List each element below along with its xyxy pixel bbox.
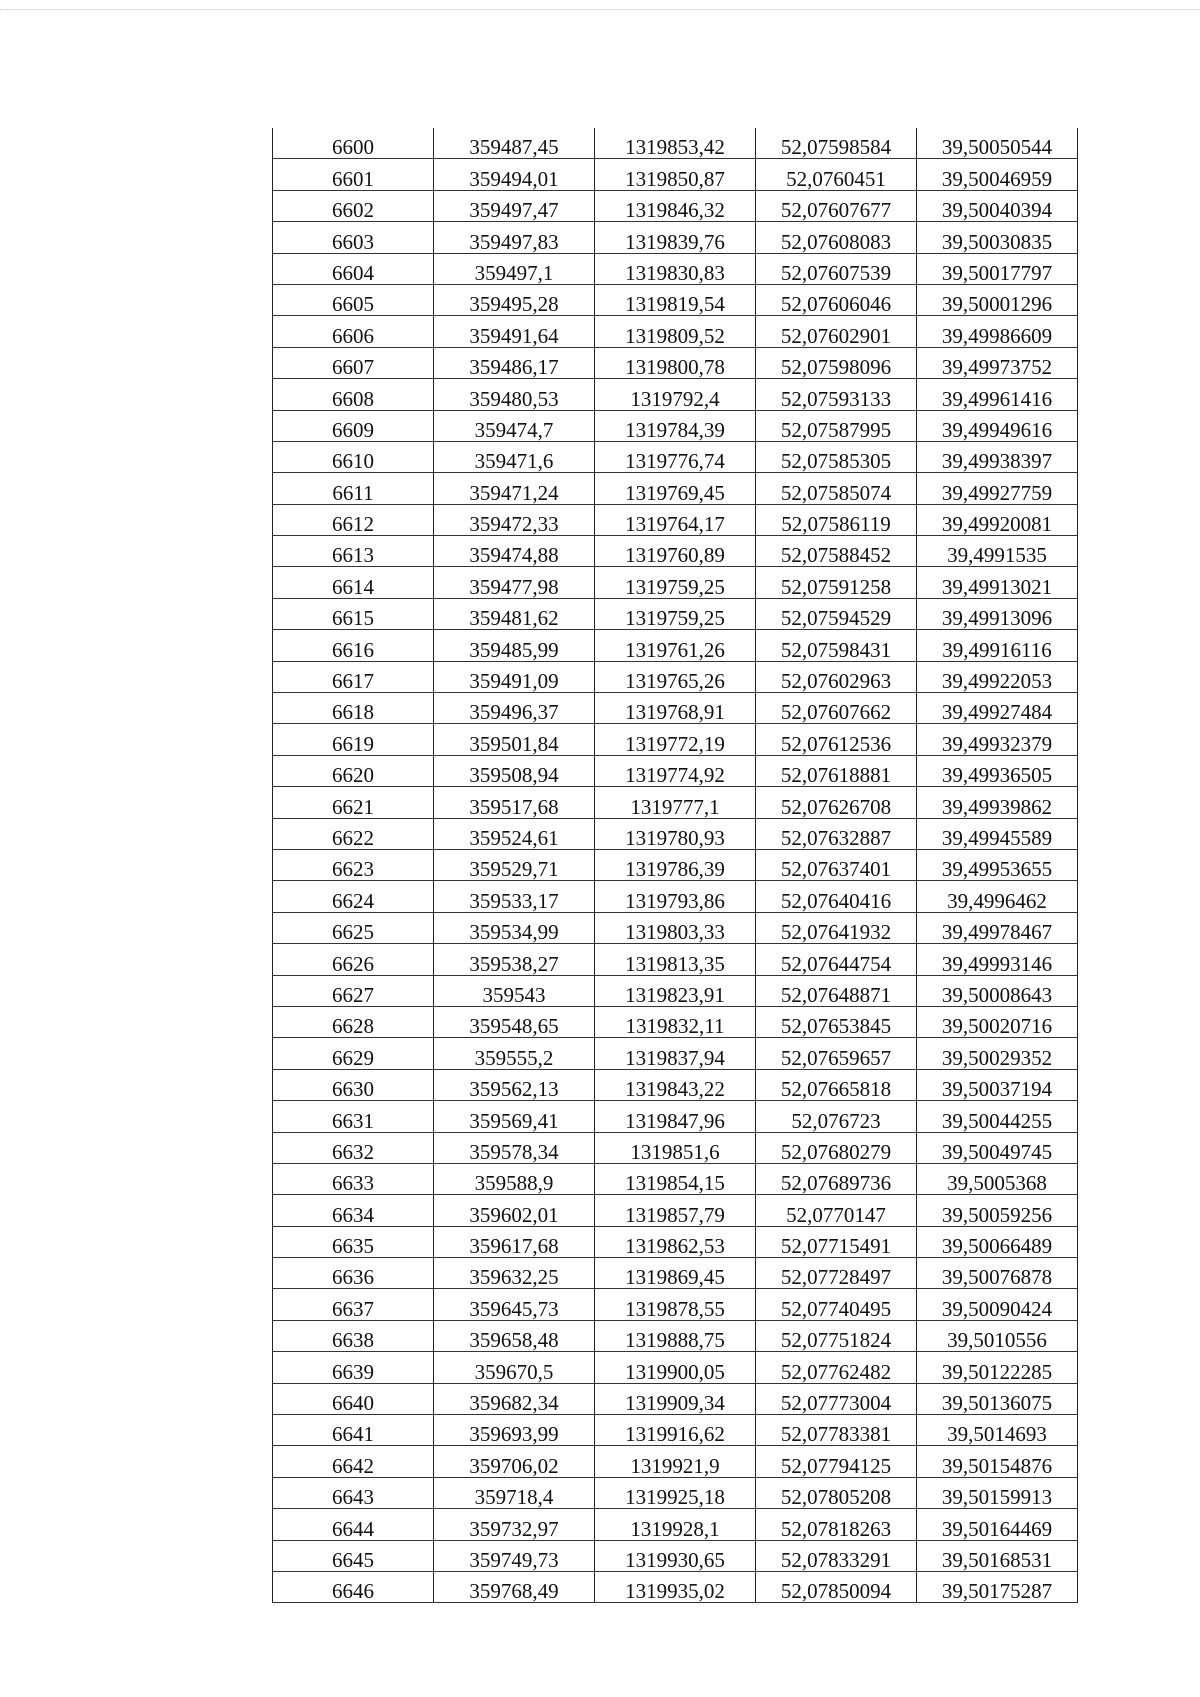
point-number-cell: 6602 [273, 190, 434, 221]
longitude-cell: 39,49986609 [917, 316, 1078, 347]
latitude-cell: 52,07593133 [756, 379, 917, 410]
longitude-cell: 39,50017797 [917, 253, 1078, 284]
latitude-cell: 52,07783381 [756, 1415, 917, 1446]
longitude-cell: 39,49932379 [917, 724, 1078, 755]
x-coordinate-cell: 359485,99 [434, 630, 595, 661]
y-coordinate-cell: 1319900,05 [595, 1352, 756, 1383]
point-number-cell: 6614 [273, 567, 434, 598]
point-number-cell: 6637 [273, 1289, 434, 1320]
latitude-cell: 52,07794125 [756, 1446, 917, 1477]
longitude-cell: 39,50008643 [917, 975, 1078, 1006]
x-coordinate-cell: 359555,2 [434, 1038, 595, 1069]
point-number-cell: 6645 [273, 1540, 434, 1571]
point-number-cell: 6630 [273, 1069, 434, 1100]
y-coordinate-cell: 1319935,02 [595, 1571, 756, 1602]
x-coordinate-cell: 359588,9 [434, 1163, 595, 1194]
coordinates-table-body [273, 128, 1078, 1603]
longitude-cell: 39,4991535 [917, 536, 1078, 567]
x-coordinate-cell: 359474,88 [434, 536, 595, 567]
table-row [273, 1163, 1078, 1194]
latitude-cell: 52,0770147 [756, 1195, 917, 1226]
table-row [273, 1038, 1078, 1069]
latitude-cell: 52,07608083 [756, 222, 917, 253]
y-coordinate-cell: 1319780,93 [595, 818, 756, 849]
latitude-cell: 52,07751824 [756, 1320, 917, 1351]
latitude-cell: 52,07598431 [756, 630, 917, 661]
table-row [273, 441, 1078, 472]
x-coordinate-cell: 359718,4 [434, 1477, 595, 1508]
table-row [273, 912, 1078, 943]
latitude-cell: 52,07805208 [756, 1477, 917, 1508]
y-coordinate-cell: 1319764,17 [595, 504, 756, 535]
x-coordinate-cell: 359497,1 [434, 253, 595, 284]
latitude-cell: 52,07618881 [756, 755, 917, 786]
latitude-cell: 52,07715491 [756, 1226, 917, 1257]
latitude-cell: 52,07602901 [756, 316, 917, 347]
y-coordinate-cell: 1319777,1 [595, 787, 756, 818]
x-coordinate-cell: 359486,17 [434, 347, 595, 378]
longitude-cell: 39,49936505 [917, 755, 1078, 786]
longitude-cell: 39,49961416 [917, 379, 1078, 410]
longitude-cell: 39,5010556 [917, 1320, 1078, 1351]
longitude-cell: 39,49949616 [917, 410, 1078, 441]
x-coordinate-cell: 359693,99 [434, 1415, 595, 1446]
point-number-cell: 6615 [273, 598, 434, 629]
table-row [273, 1069, 1078, 1100]
y-coordinate-cell: 1319809,52 [595, 316, 756, 347]
table-row [273, 159, 1078, 190]
point-number-cell: 6634 [273, 1195, 434, 1226]
point-number-cell: 6642 [273, 1446, 434, 1477]
table-row [273, 787, 1078, 818]
longitude-cell: 39,50076878 [917, 1258, 1078, 1289]
table-row [273, 1006, 1078, 1037]
table-row [273, 1509, 1078, 1540]
longitude-cell: 39,50168531 [917, 1540, 1078, 1571]
x-coordinate-cell: 359732,97 [434, 1509, 595, 1540]
point-number-cell: 6624 [273, 881, 434, 912]
longitude-cell: 39,50050544 [917, 128, 1078, 159]
point-number-cell: 6635 [273, 1226, 434, 1257]
y-coordinate-cell: 1319853,42 [595, 128, 756, 159]
table-row [273, 598, 1078, 629]
table-row [273, 379, 1078, 410]
x-coordinate-cell: 359538,27 [434, 944, 595, 975]
y-coordinate-cell: 1319761,26 [595, 630, 756, 661]
latitude-cell: 52,07659657 [756, 1038, 917, 1069]
x-coordinate-cell: 359495,28 [434, 284, 595, 315]
longitude-cell: 39,49927759 [917, 473, 1078, 504]
longitude-cell: 39,49938397 [917, 441, 1078, 472]
x-coordinate-cell: 359534,99 [434, 912, 595, 943]
point-number-cell: 6631 [273, 1101, 434, 1132]
y-coordinate-cell: 1319759,25 [595, 567, 756, 598]
point-number-cell: 6603 [273, 222, 434, 253]
y-coordinate-cell: 1319800,78 [595, 347, 756, 378]
x-coordinate-cell: 359471,6 [434, 441, 595, 472]
longitude-cell: 39,49927484 [917, 693, 1078, 724]
y-coordinate-cell: 1319854,15 [595, 1163, 756, 1194]
x-coordinate-cell: 359569,41 [434, 1101, 595, 1132]
x-coordinate-cell: 359645,73 [434, 1289, 595, 1320]
y-coordinate-cell: 1319819,54 [595, 284, 756, 315]
point-number-cell: 6621 [273, 787, 434, 818]
longitude-cell: 39,49973752 [917, 347, 1078, 378]
latitude-cell: 52,07586119 [756, 504, 917, 535]
longitude-cell: 39,50029352 [917, 1038, 1078, 1069]
point-number-cell: 6613 [273, 536, 434, 567]
table-row [273, 1101, 1078, 1132]
x-coordinate-cell: 359497,47 [434, 190, 595, 221]
longitude-cell: 39,49993146 [917, 944, 1078, 975]
latitude-cell: 52,07591258 [756, 567, 917, 598]
point-number-cell: 6632 [273, 1132, 434, 1163]
point-number-cell: 6604 [273, 253, 434, 284]
x-coordinate-cell: 359487,45 [434, 128, 595, 159]
table-row [273, 975, 1078, 1006]
table-row [273, 504, 1078, 535]
table-row [273, 881, 1078, 912]
latitude-cell: 52,07762482 [756, 1352, 917, 1383]
table-row [273, 222, 1078, 253]
table-row [273, 944, 1078, 975]
table-row [273, 818, 1078, 849]
table-row [273, 316, 1078, 347]
x-coordinate-cell: 359474,7 [434, 410, 595, 441]
table-row [273, 190, 1078, 221]
x-coordinate-cell: 359501,84 [434, 724, 595, 755]
x-coordinate-cell: 359602,01 [434, 1195, 595, 1226]
x-coordinate-cell: 359682,34 [434, 1383, 595, 1414]
point-number-cell: 6600 [273, 128, 434, 159]
x-coordinate-cell: 359617,68 [434, 1226, 595, 1257]
point-number-cell: 6610 [273, 441, 434, 472]
y-coordinate-cell: 1319784,39 [595, 410, 756, 441]
coordinates-table [272, 128, 1078, 1603]
longitude-cell: 39,49978467 [917, 912, 1078, 943]
longitude-cell: 39,50136075 [917, 1383, 1078, 1414]
latitude-cell: 52,07740495 [756, 1289, 917, 1320]
latitude-cell: 52,07644754 [756, 944, 917, 975]
latitude-cell: 52,07607662 [756, 693, 917, 724]
y-coordinate-cell: 1319839,76 [595, 222, 756, 253]
longitude-cell: 39,50066489 [917, 1226, 1078, 1257]
longitude-cell: 39,50175287 [917, 1571, 1078, 1602]
point-number-cell: 6622 [273, 818, 434, 849]
table-row [273, 849, 1078, 880]
point-number-cell: 6608 [273, 379, 434, 410]
latitude-cell: 52,07850094 [756, 1571, 917, 1602]
point-number-cell: 6616 [273, 630, 434, 661]
longitude-cell: 39,50159913 [917, 1477, 1078, 1508]
y-coordinate-cell: 1319930,65 [595, 1540, 756, 1571]
table-row [273, 1132, 1078, 1163]
table-row [273, 473, 1078, 504]
point-number-cell: 6629 [273, 1038, 434, 1069]
y-coordinate-cell: 1319851,6 [595, 1132, 756, 1163]
latitude-cell: 52,07641932 [756, 912, 917, 943]
longitude-cell: 39,50164469 [917, 1509, 1078, 1540]
latitude-cell: 52,07594529 [756, 598, 917, 629]
longitude-cell: 39,50037194 [917, 1069, 1078, 1100]
y-coordinate-cell: 1319776,74 [595, 441, 756, 472]
x-coordinate-cell: 359517,68 [434, 787, 595, 818]
latitude-cell: 52,0760451 [756, 159, 917, 190]
table-row [273, 1477, 1078, 1508]
x-coordinate-cell: 359706,02 [434, 1446, 595, 1477]
y-coordinate-cell: 1319837,94 [595, 1038, 756, 1069]
x-coordinate-cell: 359670,5 [434, 1352, 595, 1383]
longitude-cell: 39,5005368 [917, 1163, 1078, 1194]
x-coordinate-cell: 359497,83 [434, 222, 595, 253]
point-number-cell: 6639 [273, 1352, 434, 1383]
latitude-cell: 52,07680279 [756, 1132, 917, 1163]
point-number-cell: 6611 [273, 473, 434, 504]
y-coordinate-cell: 1319847,96 [595, 1101, 756, 1132]
point-number-cell: 6620 [273, 755, 434, 786]
point-number-cell: 6612 [273, 504, 434, 535]
table-row [273, 1415, 1078, 1446]
latitude-cell: 52,07689736 [756, 1163, 917, 1194]
y-coordinate-cell: 1319857,79 [595, 1195, 756, 1226]
latitude-cell: 52,07648871 [756, 975, 917, 1006]
table-row [273, 536, 1078, 567]
longitude-cell: 39,50040394 [917, 190, 1078, 221]
table-row [273, 1320, 1078, 1351]
latitude-cell: 52,07585305 [756, 441, 917, 472]
table-row [273, 1571, 1078, 1602]
point-number-cell: 6626 [273, 944, 434, 975]
x-coordinate-cell: 359529,71 [434, 849, 595, 880]
point-number-cell: 6609 [273, 410, 434, 441]
longitude-cell: 39,50049745 [917, 1132, 1078, 1163]
latitude-cell: 52,07626708 [756, 787, 917, 818]
y-coordinate-cell: 1319803,33 [595, 912, 756, 943]
point-number-cell: 6644 [273, 1509, 434, 1540]
longitude-cell: 39,49922053 [917, 661, 1078, 692]
x-coordinate-cell: 359491,09 [434, 661, 595, 692]
x-coordinate-cell: 359632,25 [434, 1258, 595, 1289]
latitude-cell: 52,07606046 [756, 284, 917, 315]
x-coordinate-cell: 359543 [434, 975, 595, 1006]
table-row [273, 128, 1078, 159]
latitude-cell: 52,07773004 [756, 1383, 917, 1414]
point-number-cell: 6633 [273, 1163, 434, 1194]
longitude-cell: 39,50059256 [917, 1195, 1078, 1226]
point-number-cell: 6605 [273, 284, 434, 315]
point-number-cell: 6641 [273, 1415, 434, 1446]
point-number-cell: 6627 [273, 975, 434, 1006]
y-coordinate-cell: 1319843,22 [595, 1069, 756, 1100]
y-coordinate-cell: 1319823,91 [595, 975, 756, 1006]
y-coordinate-cell: 1319909,34 [595, 1383, 756, 1414]
point-number-cell: 6638 [273, 1320, 434, 1351]
point-number-cell: 6607 [273, 347, 434, 378]
table-row [273, 253, 1078, 284]
scan-edge-line [0, 9, 1200, 10]
longitude-cell: 39,49916116 [917, 630, 1078, 661]
x-coordinate-cell: 359562,13 [434, 1069, 595, 1100]
latitude-cell: 52,07588452 [756, 536, 917, 567]
table-row [273, 567, 1078, 598]
table-row [273, 284, 1078, 315]
latitude-cell: 52,07637401 [756, 849, 917, 880]
latitude-cell: 52,07598096 [756, 347, 917, 378]
y-coordinate-cell: 1319768,91 [595, 693, 756, 724]
table-row [273, 755, 1078, 786]
x-coordinate-cell: 359548,65 [434, 1006, 595, 1037]
y-coordinate-cell: 1319792,4 [595, 379, 756, 410]
x-coordinate-cell: 359477,98 [434, 567, 595, 598]
longitude-cell: 39,4996462 [917, 881, 1078, 912]
x-coordinate-cell: 359658,48 [434, 1320, 595, 1351]
point-number-cell: 6625 [273, 912, 434, 943]
table-row [273, 410, 1078, 441]
table-row [273, 693, 1078, 724]
y-coordinate-cell: 1319850,87 [595, 159, 756, 190]
latitude-cell: 52,07607677 [756, 190, 917, 221]
latitude-cell: 52,076723 [756, 1101, 917, 1132]
latitude-cell: 52,07602963 [756, 661, 917, 692]
table-row [273, 724, 1078, 755]
point-number-cell: 6640 [273, 1383, 434, 1414]
longitude-cell: 39,50122285 [917, 1352, 1078, 1383]
y-coordinate-cell: 1319813,35 [595, 944, 756, 975]
table-row [273, 1446, 1078, 1477]
y-coordinate-cell: 1319769,45 [595, 473, 756, 504]
x-coordinate-cell: 359524,61 [434, 818, 595, 849]
latitude-cell: 52,07587995 [756, 410, 917, 441]
point-number-cell: 6628 [273, 1006, 434, 1037]
point-number-cell: 6619 [273, 724, 434, 755]
y-coordinate-cell: 1319869,45 [595, 1258, 756, 1289]
latitude-cell: 52,07833291 [756, 1540, 917, 1571]
y-coordinate-cell: 1319774,92 [595, 755, 756, 786]
x-coordinate-cell: 359578,34 [434, 1132, 595, 1163]
x-coordinate-cell: 359533,17 [434, 881, 595, 912]
longitude-cell: 39,50020716 [917, 1006, 1078, 1037]
y-coordinate-cell: 1319786,39 [595, 849, 756, 880]
point-number-cell: 6636 [273, 1258, 434, 1289]
x-coordinate-cell: 359494,01 [434, 159, 595, 190]
table-row [273, 630, 1078, 661]
table-row [273, 1195, 1078, 1226]
x-coordinate-cell: 359471,24 [434, 473, 595, 504]
latitude-cell: 52,07585074 [756, 473, 917, 504]
x-coordinate-cell: 359768,49 [434, 1571, 595, 1602]
longitude-cell: 39,50001296 [917, 284, 1078, 315]
point-number-cell: 6643 [273, 1477, 434, 1508]
table-row [273, 1540, 1078, 1571]
x-coordinate-cell: 359481,62 [434, 598, 595, 629]
x-coordinate-cell: 359508,94 [434, 755, 595, 786]
x-coordinate-cell: 359480,53 [434, 379, 595, 410]
longitude-cell: 39,49920081 [917, 504, 1078, 535]
y-coordinate-cell: 1319916,62 [595, 1415, 756, 1446]
x-coordinate-cell: 359491,64 [434, 316, 595, 347]
y-coordinate-cell: 1319921,9 [595, 1446, 756, 1477]
y-coordinate-cell: 1319888,75 [595, 1320, 756, 1351]
table-row [273, 1258, 1078, 1289]
x-coordinate-cell: 359472,33 [434, 504, 595, 535]
point-number-cell: 6623 [273, 849, 434, 880]
y-coordinate-cell: 1319846,32 [595, 190, 756, 221]
y-coordinate-cell: 1319760,89 [595, 536, 756, 567]
latitude-cell: 52,07653845 [756, 1006, 917, 1037]
point-number-cell: 6646 [273, 1571, 434, 1602]
y-coordinate-cell: 1319928,1 [595, 1509, 756, 1540]
longitude-cell: 39,50154876 [917, 1446, 1078, 1477]
longitude-cell: 39,50046959 [917, 159, 1078, 190]
point-number-cell: 6618 [273, 693, 434, 724]
longitude-cell: 39,49913021 [917, 567, 1078, 598]
x-coordinate-cell: 359749,73 [434, 1540, 595, 1571]
longitude-cell: 39,50030835 [917, 222, 1078, 253]
longitude-cell: 39,49945589 [917, 818, 1078, 849]
x-coordinate-cell: 359496,37 [434, 693, 595, 724]
table-row [273, 347, 1078, 378]
longitude-cell: 39,49939862 [917, 787, 1078, 818]
table-row [273, 1383, 1078, 1414]
latitude-cell: 52,07665818 [756, 1069, 917, 1100]
latitude-cell: 52,07640416 [756, 881, 917, 912]
table-row [273, 1226, 1078, 1257]
y-coordinate-cell: 1319925,18 [595, 1477, 756, 1508]
y-coordinate-cell: 1319765,26 [595, 661, 756, 692]
latitude-cell: 52,07632887 [756, 818, 917, 849]
y-coordinate-cell: 1319832,11 [595, 1006, 756, 1037]
latitude-cell: 52,07607539 [756, 253, 917, 284]
longitude-cell: 39,5014693 [917, 1415, 1078, 1446]
latitude-cell: 52,07598584 [756, 128, 917, 159]
longitude-cell: 39,49913096 [917, 598, 1078, 629]
latitude-cell: 52,07818263 [756, 1509, 917, 1540]
table-row [273, 1289, 1078, 1320]
y-coordinate-cell: 1319862,53 [595, 1226, 756, 1257]
table-row [273, 661, 1078, 692]
longitude-cell: 39,50044255 [917, 1101, 1078, 1132]
longitude-cell: 39,49953655 [917, 849, 1078, 880]
latitude-cell: 52,07612536 [756, 724, 917, 755]
latitude-cell: 52,07728497 [756, 1258, 917, 1289]
y-coordinate-cell: 1319759,25 [595, 598, 756, 629]
y-coordinate-cell: 1319830,83 [595, 253, 756, 284]
y-coordinate-cell: 1319772,19 [595, 724, 756, 755]
point-number-cell: 6606 [273, 316, 434, 347]
point-number-cell: 6601 [273, 159, 434, 190]
y-coordinate-cell: 1319793,86 [595, 881, 756, 912]
longitude-cell: 39,50090424 [917, 1289, 1078, 1320]
y-coordinate-cell: 1319878,55 [595, 1289, 756, 1320]
table-row [273, 1352, 1078, 1383]
point-number-cell: 6617 [273, 661, 434, 692]
